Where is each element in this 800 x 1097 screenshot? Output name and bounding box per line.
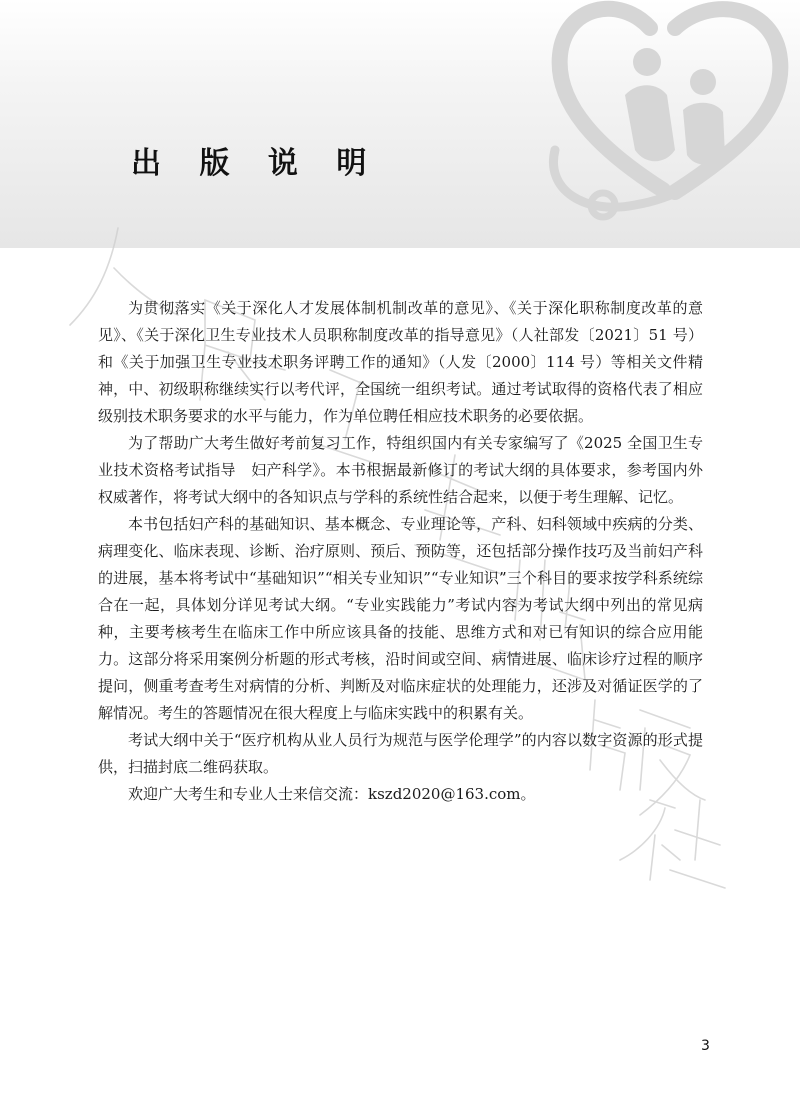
preface-body [98,295,703,808]
stethoscope-heart-people-logo-icon [525,0,800,230]
paragraph-5-contact: 欢迎广大考生和专业人士来信交流：kszd2020@163.com。 [128,785,536,803]
paragraph-2: 为了帮助广大考生做好考前复习工作，特组织国内有关专家编写了《2025 全国卫生专业技术资格考试指导 妇产科学》。本书根据最新修订的考试大纲的具体要求，参考国内外权威著作，将考试大纲中的各知识点与学科的系统性结合起来，以便于考生理解、记忆。 [98,434,703,506]
paragraph-4: 考试大纲中关于“医疗机构从业人员行为规范与医学伦理学”的内容以数字资源的形式提供，扫描封底二维码获取。 [98,731,703,776]
paragraph-1: 为贯彻落实《关于深化人才发展体制机制改革的意见》、《关于深化职称制度改革的意见》、《关于深化卫生专业技术人员职称制度改革的指导意见》（人社部发〔2021〕51 号）和《关于加强卫生专业技术职务评聘工作的通知》（人发〔2000〕114 号）等相关文件精神，中、初级职称继续实行以考代评，全国统一组织考试。通过考试取得的资格代表了相应级别技术职务要求的水平与能力，作为单位聘任相应技术职务的必要依据。 [98,299,703,425]
page-number: 3 [701,1038,710,1054]
page-title: 出 版 说 明 [131,146,381,181]
paragraph-3: 本书包括妇产科的基础知识、基本概念、专业理论等，产科、妇科领域中疾病的分类、病理变化、临床表现、诊断、治疗原则、预后、预防等，还包括部分操作技巧及当前妇产科的进展，基本将考试中“基础知识”“相关专业知识”“专业知识”三个科目的要求按学科系统综合在一起，具体划分详见考试大纲。“专业实践能力”考试内容为考试大纲中列出的常见病种，主要考核考生在临床工作中所应该具备的技能、思维方式和对已有知识的综合应用能力。这部分将采用案例分析题的形式考核，沿时间或空间、病情进展、临床诊疗过程的顺序提问，侧重考查考生对病情的分析、判断及对临床症状的处理能力，还涉及对循证医学的了解情况。考生的答题情况在很大程度上与临床实践中的积累有关。 [98,515,703,722]
